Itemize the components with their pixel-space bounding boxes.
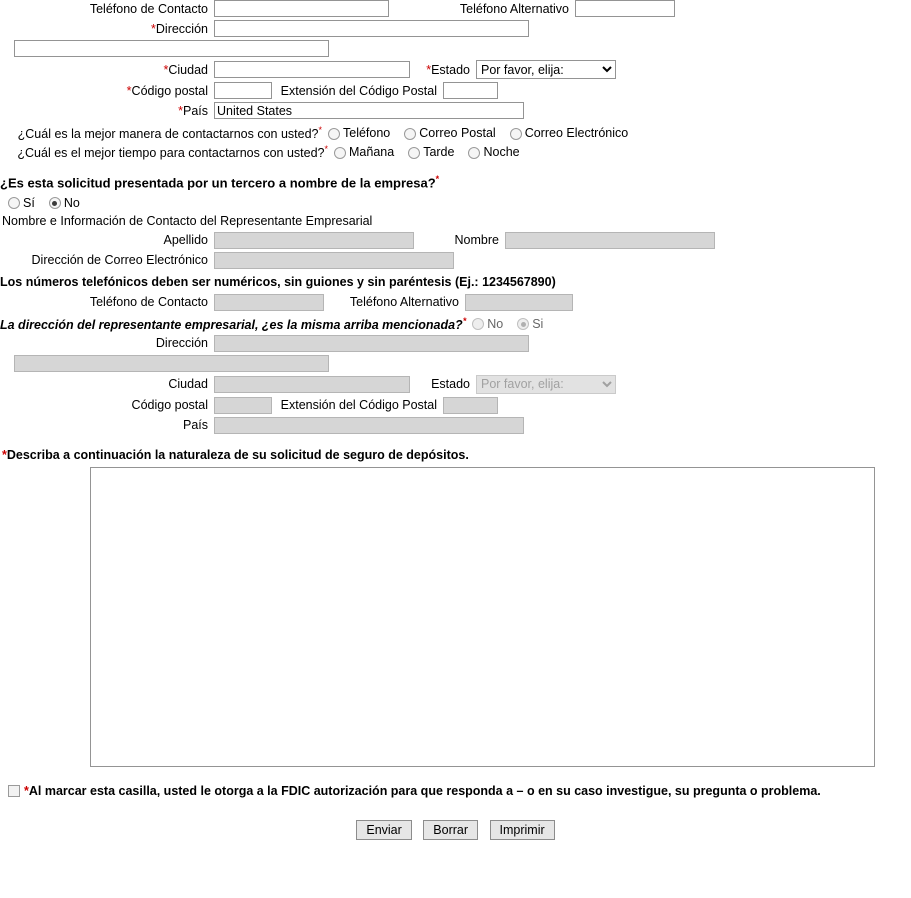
rep-address-row [0, 335, 911, 352]
email-input[interactable] [214, 252, 454, 269]
rep-address-label: Dirección [155, 336, 208, 351]
email-label: Dirección de Correo Electrónico [31, 253, 208, 268]
city-input[interactable] [214, 61, 410, 78]
rep-state-select[interactable] [476, 375, 616, 394]
third-party-question: ¿Es esta solicitud presentada por un tercero a nombre de la empresa?* [0, 174, 440, 191]
third-party-section [0, 174, 911, 433]
third-party-options-row [8, 196, 911, 210]
radio-icon[interactable] [408, 147, 420, 159]
best-way-row [0, 125, 911, 141]
authorization-checkbox[interactable] [8, 785, 20, 797]
best-time-option-evening[interactable]: Noche [468, 145, 529, 159]
same-address-row [0, 316, 911, 332]
description-label: *Describa a continuación la naturaleza de su solicitud de seguro de depósitos. [2, 447, 469, 462]
contact-preference-section [0, 125, 911, 160]
zip-input[interactable] [214, 82, 272, 99]
radio-icon[interactable] [49, 197, 61, 209]
print-button[interactable]: Imprimir [490, 820, 555, 840]
alt-phone-input[interactable] [575, 0, 675, 17]
rep-alt-phone-label: Teléfono Alternativo [349, 295, 459, 310]
third-party-option-yes[interactable]: Sí [8, 196, 45, 210]
best-time-row [0, 144, 911, 160]
city-label: *Ciudad [163, 62, 208, 77]
representative-phones-row [0, 294, 911, 311]
applicant-city-state-row [0, 60, 911, 79]
applicant-address-row [0, 20, 911, 37]
rep-alt-phone-input[interactable] [465, 294, 573, 311]
authorization-row [8, 784, 911, 798]
submit-button[interactable]: Enviar [356, 820, 411, 840]
best-way-option-phone[interactable]: Teléfono [328, 126, 400, 140]
last-name-input[interactable] [214, 232, 414, 249]
rep-zip-label: Código postal [131, 398, 208, 413]
last-name-label: Apellido [163, 233, 208, 248]
rep-city-state-row [0, 375, 911, 394]
rep-zip-ext-label: Extensión del Código Postal [280, 398, 437, 413]
rep-zip-input[interactable] [214, 397, 272, 414]
rep-contact-phone-input[interactable] [214, 294, 324, 311]
applicant-contact-section [0, 0, 911, 119]
representative-name-row [0, 232, 911, 249]
rep-country-row [0, 417, 911, 434]
address-line2-input[interactable] [14, 40, 329, 57]
zip-label: *Código postal [126, 83, 208, 98]
radio-icon[interactable] [8, 197, 20, 209]
contact-phone-input[interactable] [214, 0, 389, 17]
rep-address2-row [0, 355, 911, 372]
clear-button[interactable]: Borrar [423, 820, 478, 840]
best-way-question: ¿Cuál es la mejor manera de contactarnos con usted?* [17, 125, 322, 142]
address-label: *Dirección [151, 21, 208, 36]
phone-format-note: Los números telefónicos deben ser numéricos, sin guiones y sin paréntesis (Ej.: 1234567890) [0, 274, 556, 289]
authorization-text: *Al marcar esta casilla, usted le otorga a la FDIC autorización para que responda a – o en su caso investigue, su pregunta o problema. [24, 783, 821, 798]
same-address-option-yes[interactable]: Si [517, 317, 553, 331]
rep-country-input[interactable] [214, 417, 524, 434]
third-party-option-no[interactable]: No [49, 196, 90, 210]
description-section [0, 448, 911, 770]
description-textarea[interactable] [90, 467, 875, 767]
rep-zip-row [0, 397, 911, 414]
rep-address-line2-input[interactable] [14, 355, 329, 372]
applicant-country-row [0, 102, 911, 119]
radio-icon[interactable] [334, 147, 346, 159]
best-time-question: ¿Cuál es el mejor tiempo para contactarnos con usted?* [17, 144, 328, 161]
applicant-phones-row [0, 0, 911, 17]
radio-icon[interactable] [517, 318, 529, 330]
address-line1-input[interactable] [214, 20, 529, 37]
same-address-question: La dirección del representante empresarial, ¿es la misma arriba mencionada?* [0, 315, 467, 332]
applicant-zip-row [0, 82, 911, 99]
radio-icon[interactable] [468, 147, 480, 159]
first-name-input[interactable] [505, 232, 715, 249]
state-select[interactable] [476, 60, 616, 79]
state-label: *Estado [426, 62, 470, 77]
country-label: *País [178, 103, 208, 118]
zip-ext-input[interactable] [443, 82, 498, 99]
rep-state-label: Estado [431, 377, 470, 392]
first-name-label: Nombre [454, 233, 499, 248]
same-address-option-no[interactable]: No [472, 317, 513, 331]
rep-city-label: Ciudad [168, 377, 208, 392]
best-time-option-morning[interactable]: Mañana [334, 145, 404, 159]
radio-icon[interactable] [472, 318, 484, 330]
best-way-option-email[interactable]: Correo Electrónico [510, 126, 639, 140]
radio-icon[interactable] [510, 128, 522, 140]
rep-zip-ext-input[interactable] [443, 397, 498, 414]
rep-address-line1-input[interactable] [214, 335, 529, 352]
zip-ext-label: Extensión del Código Postal [280, 83, 437, 98]
best-time-option-afternoon[interactable]: Tarde [408, 145, 464, 159]
rep-city-input[interactable] [214, 376, 410, 393]
best-way-option-mail[interactable]: Correo Postal [404, 126, 505, 140]
country-input[interactable] [214, 102, 524, 119]
rep-country-label: País [182, 418, 208, 433]
representative-section-title: Nombre e Información de Contacto del Representante Empresarial [2, 213, 373, 228]
rep-contact-phone-label: Teléfono de Contacto [89, 295, 208, 310]
alt-phone-label: Teléfono Alternativo [459, 1, 569, 16]
radio-icon[interactable] [404, 128, 416, 140]
representative-email-row [0, 252, 911, 269]
applicant-address2-row [0, 40, 911, 57]
radio-icon[interactable] [328, 128, 340, 140]
form-buttons [0, 820, 911, 840]
contact-phone-label: Teléfono de Contacto [89, 1, 208, 16]
